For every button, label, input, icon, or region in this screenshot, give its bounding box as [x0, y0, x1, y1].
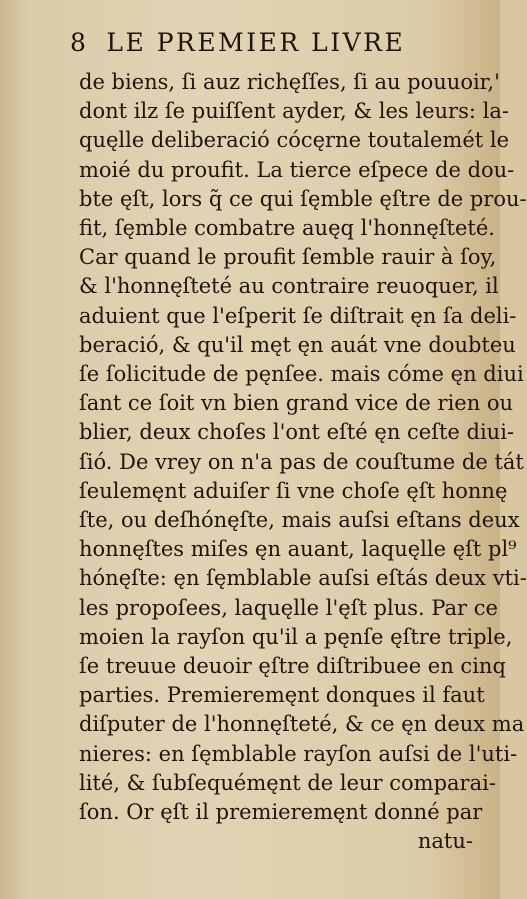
text-line: quęlle deliberació cócęrne toutalemét le	[79, 128, 510, 153]
text-line: ſon. Or ęſt il premieremęnt donné par	[79, 800, 483, 825]
text-line: moié du proufit. La tierce eſpece de dou-	[79, 157, 515, 182]
text-line: blier, deux choſes l'ont eſté ęn ceſte diui-	[79, 420, 515, 445]
text-line: moien la rayſon qu'il a pęnſe ęſtre triple,	[79, 624, 513, 649]
page-number: 8	[70, 28, 89, 57]
body-text	[79, 68, 527, 856]
text-line: ſe treuue deuoir ęſtre diſtribuee en cinq	[79, 654, 506, 679]
text-line: aduient que l'eſperit ſe diſtrait ęn ſa deli-	[79, 303, 517, 328]
text-line: lité, & ſubſequémęnt de leur comparai-	[79, 770, 496, 795]
text-line: honnęſtes miſes ęn auant, laquęlle ęſt pl⁹	[79, 537, 517, 562]
text-line: dont ilz ſe puiſſent ayder, & les leurs: la-	[79, 99, 509, 124]
text-line: beració, & qu'il męt ęn auát vne doubteu	[79, 332, 516, 357]
text-line: & l'honnęſteté au contraire reuoquer, il	[79, 274, 499, 299]
text-line: les propoſees, laquęlle l'ęſt plus. Par ce	[79, 595, 498, 620]
text-line: ſe ſolicitude de pęnſee. mais cóme ęn diui	[79, 362, 524, 387]
text-line: bte ęſt, lors q̃ ce qui ſęmble ęſtre de prou-	[79, 186, 527, 211]
text-line: Car quand le proufit ſemble rauir à ſoy,	[79, 245, 497, 270]
text-line: parties. Premieremęnt donques il faut	[79, 683, 485, 708]
text-line: diſputer de l'honnęſteté, & ce ęn deux ma	[79, 712, 525, 737]
text-line: nieres: en ſęmblable rayſon auſsi de l'uti-	[79, 741, 518, 766]
text-line: ſió. De vrey on n'a pas de couſtume de tát	[79, 449, 524, 474]
text-line: ſeulemęnt aduiſer ſi vne choſe ęſt honnę	[79, 478, 508, 503]
text-line: fit, ſęmble combatre auęq l'honnęſteté.	[79, 216, 495, 241]
running-header	[70, 28, 450, 62]
text-line: ſte, ou deſhónęſte, mais auſsi eſtans deux	[79, 508, 520, 533]
running-title: LE PREMIER LIVRE	[106, 28, 406, 57]
catchword: natu-	[417, 829, 473, 854]
text-line: de biens, ſi auz richęſſes, ſi au pouuoir,'	[79, 70, 500, 94]
text-line: hónęſte: ęn ſęmblable auſsi eſtás deux vti-	[79, 566, 527, 591]
text-line: ſant ce ſoit vn bien grand vice de rien ou	[79, 391, 514, 416]
